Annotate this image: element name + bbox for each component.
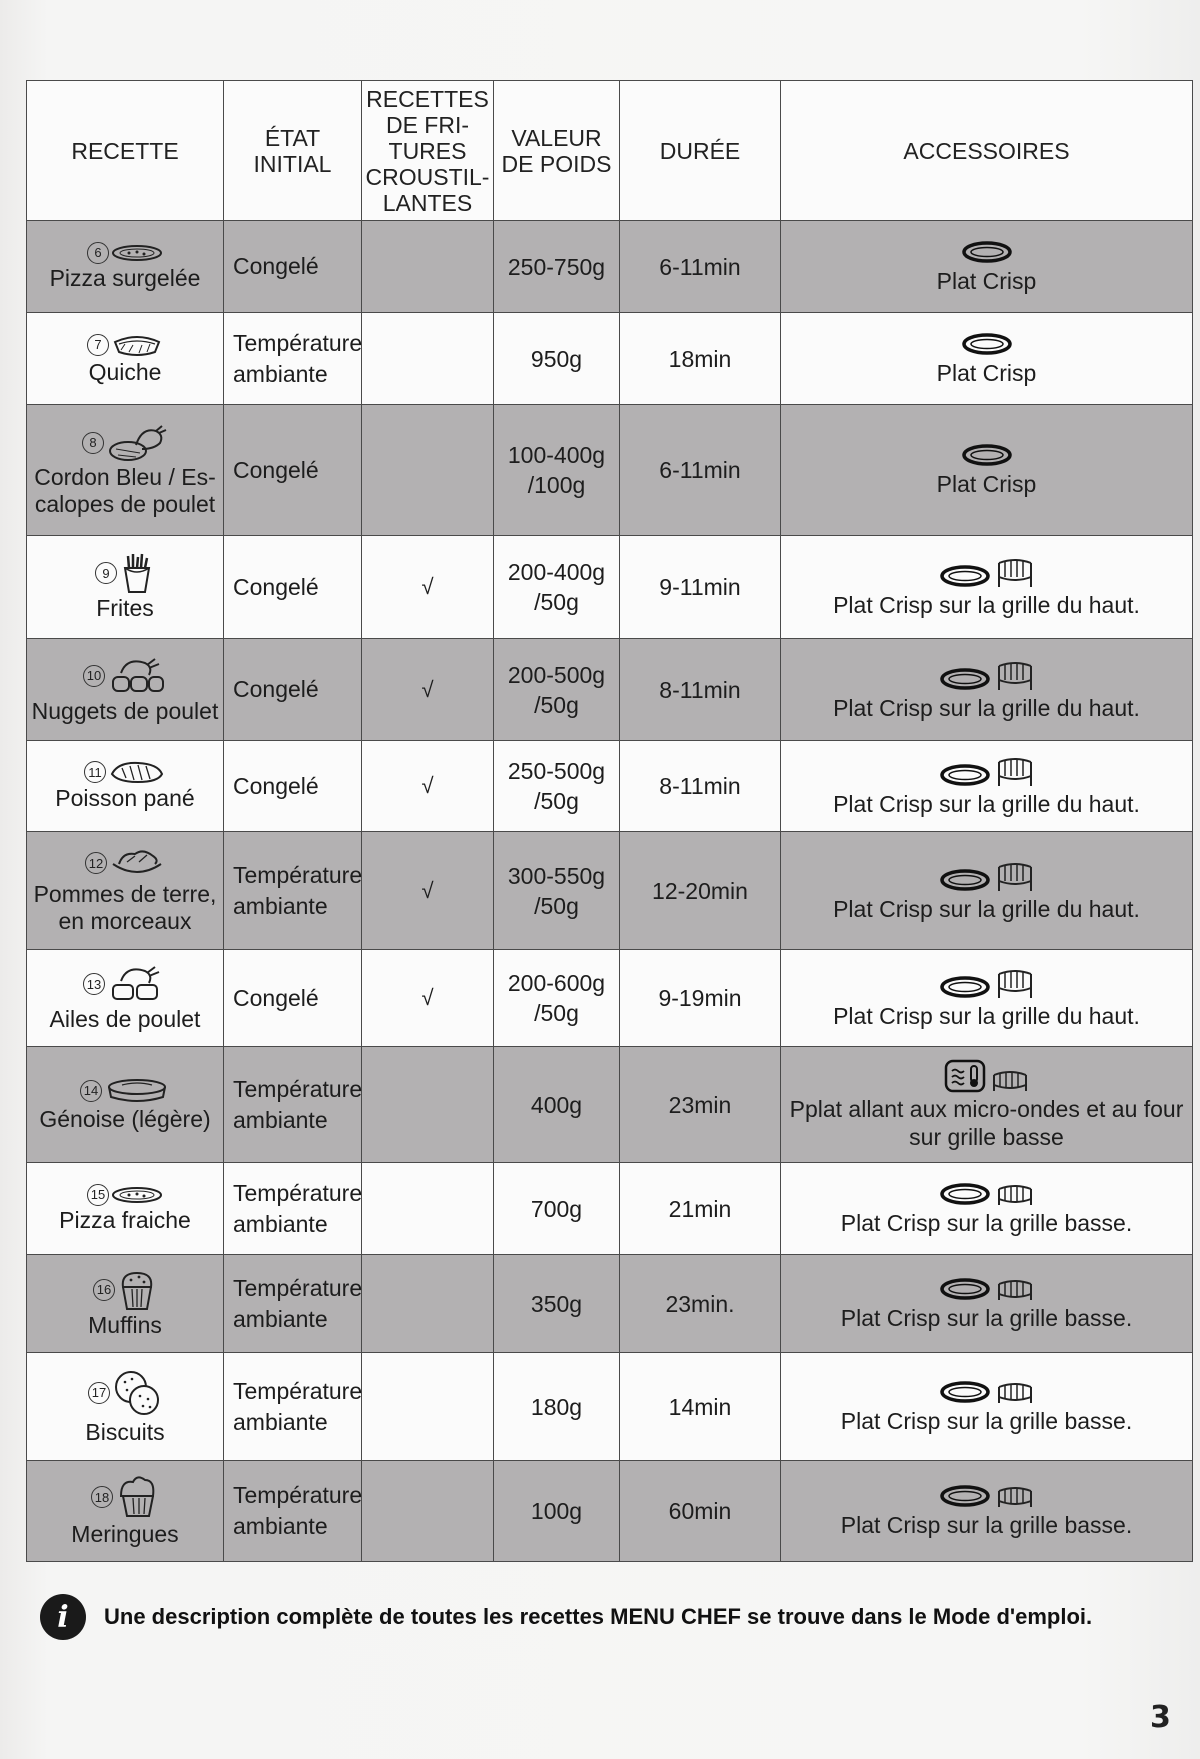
high-rack-icon — [995, 859, 1035, 893]
header-etat — [224, 81, 362, 221]
accessoire-cell — [781, 1255, 1193, 1353]
recipe-cell — [27, 536, 224, 639]
recipe-number: 12 — [85, 852, 107, 874]
accessoire-icons — [781, 1059, 1192, 1093]
poids-cell: 100g — [494, 1461, 620, 1562]
recipe-cell — [27, 221, 224, 313]
etat-cell: Congelé — [224, 221, 362, 313]
etat-cell: Température ambiante — [224, 313, 362, 405]
accessoire-cell — [781, 1047, 1193, 1163]
high-rack-icon — [995, 966, 1035, 1000]
header-duree-label: DURÉE — [659, 137, 741, 164]
duree-cell: 12-20min — [620, 832, 781, 950]
etat-cell: Température ambiante — [224, 1461, 362, 1562]
pizza-icon — [111, 243, 163, 263]
recipe-number: 18 — [91, 1486, 113, 1508]
accessoire-icons — [781, 859, 1192, 893]
accessoire-label: Plat Crisp sur la grille du haut. — [833, 1003, 1140, 1029]
accessoire-label: Pplat allant aux micro-ondes et au four sur grille basse — [789, 1095, 1184, 1150]
poids-cell: 250-750g — [494, 221, 620, 313]
recipe-name: Ailes de poulet — [49, 1006, 201, 1032]
fritures-check — [362, 1255, 494, 1353]
accessoire-cell — [781, 639, 1193, 741]
high-rack-icon — [995, 658, 1035, 692]
etat-cell: Température ambiante — [224, 1163, 362, 1255]
recipe-number: 16 — [93, 1279, 115, 1301]
recipe-number: 17 — [88, 1382, 110, 1404]
crisp-plate-icon — [939, 762, 991, 788]
crisp-plate-icon — [939, 1181, 991, 1207]
etat-cell: Congelé — [224, 950, 362, 1047]
high-rack-icon — [995, 754, 1035, 788]
recipe-name: Poisson pané — [55, 785, 195, 811]
accessoire-icons — [781, 1276, 1192, 1302]
poids-cell: 250-500g /50g — [494, 741, 620, 832]
accessoire-label: Plat Crisp — [936, 267, 1037, 294]
recipe-name: Pommes de terre, en morceaux — [33, 881, 217, 934]
recipe-cell — [27, 741, 224, 832]
table-row — [27, 1163, 1193, 1255]
recipe-name: Frites — [96, 595, 154, 621]
accessoire-icons — [781, 331, 1192, 357]
etat-cell: Température ambiante — [224, 832, 362, 950]
crisp-plate-icon — [939, 563, 991, 589]
accessoire-label: Plat Crisp sur la grille du haut. — [833, 791, 1140, 817]
poids-cell: 350g — [494, 1255, 620, 1353]
crisp-plate-icon — [939, 666, 991, 692]
table-row — [27, 1255, 1193, 1353]
recipe-name: Nuggets de poulet — [31, 697, 219, 724]
fries-icon — [119, 552, 155, 594]
table-row — [27, 639, 1193, 741]
potato-wedges-icon — [109, 846, 165, 880]
etat-cell: Congelé — [224, 536, 362, 639]
crisp-plate-icon — [939, 1276, 991, 1302]
nuggets-icon — [107, 655, 167, 697]
chicken-wings-icon — [107, 963, 167, 1005]
footnote — [40, 1594, 1092, 1640]
etat-cell: Congelé — [224, 405, 362, 536]
accessoire-icons — [781, 1483, 1192, 1509]
accessoire-label: Plat Crisp sur la grille du haut. — [833, 895, 1140, 922]
crisp-plate-icon — [961, 442, 1013, 468]
poids-cell: 180g — [494, 1353, 620, 1461]
etat-cell: Congelé — [224, 741, 362, 832]
recipe-number: 15 — [87, 1184, 109, 1206]
accessoire-cell — [781, 1163, 1193, 1255]
accessoire-cell — [781, 405, 1193, 536]
table-row — [27, 741, 1193, 832]
accessoire-cell — [781, 221, 1193, 313]
fritures-check: √ — [362, 950, 494, 1047]
fritures-check — [362, 1353, 494, 1461]
accessoire-icons — [781, 658, 1192, 692]
recipe-number: 11 — [84, 761, 106, 783]
recipe-name: Quiche — [88, 358, 162, 385]
etat-cell: Congelé — [224, 639, 362, 741]
recipe-number: 10 — [83, 665, 105, 687]
recipe-name: Meringues — [71, 1521, 179, 1547]
low-rack-icon — [990, 1069, 1030, 1093]
fritures-check — [362, 1461, 494, 1562]
accessoire-label: Plat Crisp sur la grille du haut. — [833, 694, 1140, 721]
poids-cell: 700g — [494, 1163, 620, 1255]
duree-cell: 23min. — [620, 1255, 781, 1353]
header-poids — [494, 81, 620, 221]
accessoire-cell — [781, 313, 1193, 405]
duree-cell: 8-11min — [620, 741, 781, 832]
breaded-fish-icon — [108, 760, 166, 784]
table-body — [27, 221, 1193, 1562]
microwave-oven-dish-icon — [944, 1059, 986, 1093]
duree-cell: 6-11min — [620, 405, 781, 536]
chicken-cutlet-icon — [106, 423, 168, 463]
accessoire-cell — [781, 950, 1193, 1047]
accessoire-icons — [781, 754, 1192, 788]
recipe-cell — [27, 832, 224, 950]
crisp-plate-icon — [939, 1379, 991, 1405]
poids-cell: 400g — [494, 1047, 620, 1163]
header-accessoires-label: ACCESSOIRES — [903, 137, 1070, 164]
recipe-cell — [27, 313, 224, 405]
recipe-cell — [27, 1461, 224, 1562]
accessoire-label: Plat Crisp sur la grille basse. — [840, 1512, 1133, 1538]
table-row — [27, 405, 1193, 536]
poids-cell: 200-400g /50g — [494, 536, 620, 639]
etat-cell: Température ambiante — [224, 1047, 362, 1163]
poids-cell: 200-500g /50g — [494, 639, 620, 741]
recipe-cell — [27, 1047, 224, 1163]
table-row — [27, 221, 1193, 313]
accessoire-cell — [781, 1353, 1193, 1461]
recipe-cell — [27, 1255, 224, 1353]
recipe-table — [26, 80, 1193, 1562]
fritures-check: √ — [362, 536, 494, 639]
low-rack-icon — [995, 1278, 1035, 1302]
accessoire-cell — [781, 832, 1193, 950]
accessoire-cell — [781, 536, 1193, 639]
duree-cell: 14min — [620, 1353, 781, 1461]
header-recette — [27, 81, 224, 221]
recipe-cell — [27, 639, 224, 741]
recipe-cell — [27, 950, 224, 1047]
recipe-cell — [27, 1163, 224, 1255]
recipe-number: 7 — [87, 334, 109, 356]
header-accessoires — [781, 81, 1193, 221]
sponge-cake-icon — [104, 1077, 170, 1105]
poids-cell: 950g — [494, 313, 620, 405]
footnote-text: Une description complète de toutes les recettes MENU CHEF se trouve dans le Mode d'emploi. — [104, 1604, 1093, 1629]
table-row — [27, 1353, 1193, 1461]
recipe-cell — [27, 1353, 224, 1461]
accessoire-label: Plat Crisp sur la grille basse. — [840, 1407, 1133, 1434]
recipe-number: 8 — [82, 432, 104, 454]
fritures-check — [362, 313, 494, 405]
accessoire-label: Plat Crisp sur la grille basse. — [840, 1304, 1133, 1331]
high-rack-icon — [995, 555, 1035, 589]
table-row — [27, 832, 1193, 950]
accessoire-icons — [781, 555, 1192, 589]
recipe-number: 9 — [95, 562, 117, 584]
recipe-number: 14 — [80, 1080, 102, 1102]
header-duree — [620, 81, 781, 221]
accessoire-label: Plat Crisp sur la grille du haut. — [833, 592, 1140, 618]
meringue-icon — [115, 1474, 159, 1520]
header-fritures-label: RECETTES DE FRI- TURES CROUSTIL- LANTES — [365, 85, 490, 216]
fritures-check: √ — [362, 832, 494, 950]
accessoire-label: Plat Crisp — [936, 471, 1037, 497]
etat-cell: Température ambiante — [224, 1353, 362, 1461]
accessoire-icons — [781, 966, 1192, 1000]
recipe-number: 13 — [83, 973, 105, 995]
crisp-plate-icon — [961, 239, 1013, 265]
crisp-plate-icon — [939, 974, 991, 1000]
etat-cell: Température ambiante — [224, 1255, 362, 1353]
duree-cell: 60min — [620, 1461, 781, 1562]
duree-cell: 9-19min — [620, 950, 781, 1047]
duree-cell: 9-11min — [620, 536, 781, 639]
fritures-check: √ — [362, 741, 494, 832]
recipe-name: Biscuits — [85, 1418, 165, 1445]
recipe-number: 6 — [87, 242, 109, 264]
recipe-name: Pizza surgelée — [49, 264, 201, 291]
duree-cell: 6-11min — [620, 221, 781, 313]
duree-cell: 21min — [620, 1163, 781, 1255]
duree-cell: 8-11min — [620, 639, 781, 741]
low-rack-icon — [995, 1381, 1035, 1405]
accessoire-icons — [781, 1181, 1192, 1207]
recipe-name: Génoise (légère) — [39, 1105, 211, 1132]
table-header-row — [27, 81, 1193, 221]
table-row — [27, 536, 1193, 639]
duree-cell: 23min — [620, 1047, 781, 1163]
fritures-check: √ — [362, 639, 494, 741]
fritures-check — [362, 1047, 494, 1163]
accessoire-cell — [781, 1461, 1193, 1562]
header-poids-label: VALEUR DE POIDS — [501, 124, 612, 177]
accessoire-icons — [781, 239, 1192, 265]
header-recette-label: RECETTE — [71, 137, 179, 164]
accessoire-icons — [781, 442, 1192, 468]
recipe-name: Muffins — [88, 1311, 162, 1338]
fritures-check — [362, 405, 494, 536]
accessoire-label: Plat Crisp sur la grille basse. — [840, 1209, 1133, 1236]
recipe-name: Pizza fraiche — [59, 1206, 191, 1233]
accessoire-cell — [781, 741, 1193, 832]
header-fritures — [362, 81, 494, 221]
muffin-icon — [117, 1269, 157, 1311]
biscuits-icon — [112, 1368, 162, 1418]
low-rack-icon — [995, 1485, 1035, 1509]
recipe-cell — [27, 405, 224, 536]
table-row — [27, 1047, 1193, 1163]
table-row — [27, 1461, 1193, 1562]
fritures-check — [362, 1163, 494, 1255]
poids-cell: 100-400g /100g — [494, 405, 620, 536]
accessoire-icons — [781, 1379, 1192, 1405]
poids-cell: 300-550g /50g — [494, 832, 620, 950]
crisp-plate-icon — [939, 1483, 991, 1509]
fritures-check — [362, 221, 494, 313]
low-rack-icon — [995, 1183, 1035, 1207]
duree-cell: 18min — [620, 313, 781, 405]
accessoire-label: Plat Crisp — [936, 359, 1037, 386]
table-row — [27, 950, 1193, 1047]
quiche-icon — [111, 332, 163, 358]
table-row — [27, 313, 1193, 405]
crisp-plate-icon — [961, 331, 1013, 357]
crisp-plate-icon — [939, 867, 991, 893]
pizza-icon — [111, 1185, 163, 1205]
recipe-name: Cordon Bleu / Es-calopes de poulet — [34, 463, 216, 517]
page-number: 3 — [1150, 1700, 1171, 1735]
header-etat-label: ÉTAT INITIAL — [253, 124, 332, 177]
poids-cell: 200-600g /50g — [494, 950, 620, 1047]
info-icon: i — [40, 1594, 86, 1640]
